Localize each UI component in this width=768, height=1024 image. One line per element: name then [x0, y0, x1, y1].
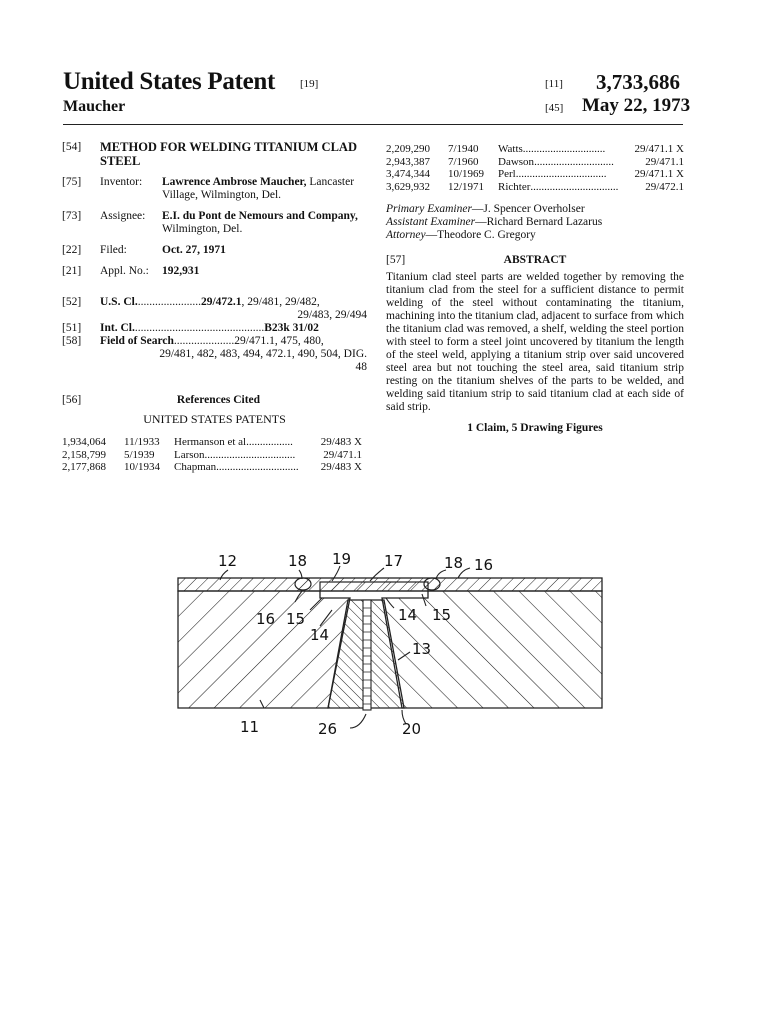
ref-date: 7/1960	[448, 155, 479, 168]
ref-name-cell	[174, 436, 362, 449]
filed-date: Oct. 27, 1971	[162, 244, 226, 256]
ref-name-cell	[498, 181, 684, 194]
label-20: 20	[402, 720, 422, 738]
field-label: U.S. Cl.	[100, 296, 138, 308]
code-11: [11]	[545, 78, 563, 90]
patent-header-title: United States Patent	[63, 68, 276, 95]
references-table-right	[386, 143, 684, 193]
field-code: [21]	[62, 265, 82, 277]
code-45: [45]	[545, 102, 564, 114]
us-class-main: 29/472.1	[200, 296, 242, 308]
ref-date: 12/1971	[448, 180, 485, 193]
field-58	[62, 335, 367, 374]
ref-name-cell	[174, 461, 362, 474]
field-code: [58]	[62, 335, 82, 347]
left-column	[62, 140, 367, 474]
field-code: [56]	[62, 394, 82, 406]
weld-bead-right	[424, 578, 440, 590]
ref-name-line	[498, 181, 684, 194]
field-code: [57]	[386, 254, 406, 266]
reference-row	[386, 181, 684, 194]
ref-inventor: Larson	[174, 448, 205, 461]
search-field-value	[100, 335, 367, 374]
attorney	[386, 229, 684, 242]
label-15-left: 15	[286, 610, 306, 628]
titanium-strip	[320, 582, 428, 591]
inventor-value	[162, 176, 367, 202]
ref-name-line	[498, 168, 684, 181]
right-column	[386, 143, 684, 435]
ref-date: 5/1939	[124, 448, 155, 461]
field-73	[62, 210, 367, 236]
label-16-right: 16	[474, 556, 494, 574]
label-26: 26	[318, 720, 338, 738]
field-22	[62, 244, 367, 257]
ref-name-cell	[498, 156, 684, 169]
leader-dots: .............................	[534, 155, 614, 168]
ref-patent-number: 2,177,868	[62, 461, 106, 473]
label-19: 19	[332, 550, 352, 568]
ref-patent-number: 2,158,799	[62, 448, 106, 461]
int-class: B23k 31/02	[264, 322, 319, 334]
ref-date: 11/1933	[124, 436, 160, 448]
cross-section-drawing	[170, 548, 610, 748]
field-57	[386, 254, 684, 267]
label-14-right: 14	[398, 606, 418, 624]
ref-class: 29/472.1	[645, 180, 684, 193]
ref-name-cell	[498, 168, 684, 181]
search-line1: 29/471.1, 475, 480,	[234, 335, 324, 347]
label-14-left: 14	[310, 626, 330, 644]
label-18-left: 18	[288, 552, 308, 570]
references-table-left	[62, 436, 362, 474]
ref-class: 29/471.1 X	[634, 168, 684, 180]
ref-date: 10/1969	[448, 168, 485, 180]
field-label: Inventor:	[100, 176, 143, 188]
abstract-text: Titanium clad steel parts are welded together by removing the titanium clad from the steel for a sufficient distance to permit welding of the steel without contaminating the titanium, machining into the titanium clad, adjacent to surface from which the titanium clad was removed, a shelf, welding the steel portion with steel to form a steel joint uncovered by titanium the length of the steel weld, applying a titanium strip over said uncovered steel area but not touching the steel area, said titanium strip resting on the titanium shelves of the parts to be welded, and welding said titanium strip to said titanium clad at each side of said strip.	[386, 271, 684, 413]
ref-patent-number: 2,209,290	[386, 143, 430, 155]
inventor-full-name: Lawrence Ambrose Maucher,	[162, 176, 307, 188]
field-21	[62, 265, 367, 278]
primary-examiner	[386, 203, 684, 216]
assignee-name: E.I. du Pont de Nemours and Company,	[162, 210, 358, 222]
field-54	[62, 140, 367, 168]
label-11: 11	[240, 718, 260, 736]
ref-inventor: Hermanson et al	[174, 436, 247, 448]
ref-patent-number: 2,943,387	[386, 155, 430, 168]
ref-class: 29/471.1	[323, 448, 362, 461]
ref-inventor: Perl	[498, 168, 516, 180]
ref-name-line	[174, 461, 362, 474]
reference-row	[386, 168, 684, 181]
field-label: Appl. No.:	[100, 265, 149, 277]
field-label: Int. Cl.	[100, 322, 135, 334]
assistant-examiner	[386, 216, 684, 229]
field-75	[62, 176, 367, 202]
attorney-name: —Theodore C. Gregory	[425, 229, 536, 241]
ref-name-line	[174, 436, 362, 449]
ref-class: 29/483 X	[320, 436, 362, 448]
ref-name-line	[498, 156, 684, 169]
header-inventor: Maucher	[63, 98, 126, 115]
reference-row	[386, 156, 684, 169]
us-patents-subheading: UNITED STATES PATENTS	[143, 412, 286, 426]
ref-patent-number: 1,934,064	[62, 436, 106, 448]
primary-examiner-label: Primary Examiner	[386, 203, 472, 215]
int-class-value	[100, 322, 367, 335]
assistant-examiner-name: —Richard Bernard Lazarus	[475, 216, 603, 228]
ref-class: 29/471.1	[645, 155, 684, 168]
label-17: 17	[384, 552, 404, 570]
field-code: [73]	[62, 210, 82, 222]
patent-date: May 22, 1973	[582, 95, 691, 116]
invention-title: METHOD FOR WELDING TITANIUM CLAD STEEL	[100, 140, 357, 168]
primary-examiner-name: —J. Spencer Overholser	[471, 203, 585, 215]
label-13: 13	[412, 640, 432, 658]
leader-dots: ..............................	[522, 143, 606, 155]
us-class-value	[100, 296, 367, 322]
ref-name-line	[498, 143, 684, 156]
field-label: Filed:	[100, 244, 127, 256]
field-code: [22]	[62, 244, 82, 256]
left-steel-plate	[178, 591, 350, 708]
search-line3: 48	[355, 361, 367, 373]
search-line2: 29/481, 482, 483, 494, 472.1, 490, 504, DIG.	[159, 348, 367, 360]
ref-class: 29/483 X	[320, 461, 362, 473]
ref-inventor: Dawson	[498, 155, 535, 168]
label-16-left: 16	[256, 610, 276, 628]
leader-dots: .................................	[204, 448, 296, 461]
ref-patent-number: 3,629,932	[386, 180, 430, 193]
field-51	[62, 322, 367, 335]
field-52	[62, 296, 367, 322]
references-heading: References Cited	[176, 394, 261, 406]
leader-dots: ......................	[137, 296, 201, 308]
weld-bead-left	[295, 578, 311, 590]
patent-number: 3,733,686	[596, 70, 680, 94]
abstract-heading: ABSTRACT	[503, 254, 567, 266]
leader-dots: .....................	[173, 335, 235, 347]
appl-number: 192,931	[162, 265, 200, 277]
backing-bar	[363, 600, 371, 710]
ref-name-line	[174, 449, 362, 462]
ref-date: 7/1940	[448, 143, 479, 155]
leader-dots: .................................	[515, 168, 607, 180]
inventor-address: Lancaster Village, Wilmington, Del.	[162, 176, 355, 201]
field-code: [52]	[62, 296, 82, 308]
field-label: Field of Search	[100, 335, 174, 347]
field-code: [75]	[62, 176, 82, 188]
ref-inventor: Richter	[498, 180, 531, 193]
us-class-rest: , 29/481, 29/482,	[241, 296, 320, 308]
ref-class: 29/471.1 X	[634, 143, 684, 155]
label-18-right: 18	[444, 554, 464, 572]
ref-date: 10/1934	[124, 461, 161, 473]
label-15-right: 15	[432, 606, 452, 624]
reference-row	[62, 449, 362, 462]
leader-dots: .................	[246, 436, 293, 448]
ref-patent-number: 3,474,344	[386, 168, 430, 180]
ref-name-cell	[174, 449, 362, 462]
reference-row	[386, 143, 684, 156]
attorney-label: Attorney	[386, 229, 426, 241]
ref-inventor: Watts	[498, 143, 523, 155]
label-12: 12	[218, 552, 238, 570]
reference-row	[62, 436, 362, 449]
header-rule	[63, 124, 683, 125]
field-code: [51]	[62, 322, 82, 334]
assignee-value	[162, 210, 367, 236]
ref-inventor: Chapman	[174, 461, 217, 473]
assistant-examiner-label: Assistant Examiner	[386, 216, 476, 228]
claims-summary: 1 Claim, 5 Drawing Figures	[467, 422, 603, 434]
ref-name-cell	[498, 143, 684, 156]
leader-dots: .............................................	[134, 322, 265, 334]
reference-row	[62, 461, 362, 474]
leader-dots: ................................	[530, 180, 619, 193]
code-19: [19]	[300, 78, 319, 90]
us-class-line2: 29/483, 29/494	[297, 309, 367, 321]
field-code: [54]	[62, 141, 82, 153]
assignee-address: Wilmington, Del.	[162, 223, 243, 235]
leader-dots: ..............................	[216, 461, 299, 473]
field-label: Assignee:	[100, 210, 146, 222]
field-56	[62, 394, 367, 407]
